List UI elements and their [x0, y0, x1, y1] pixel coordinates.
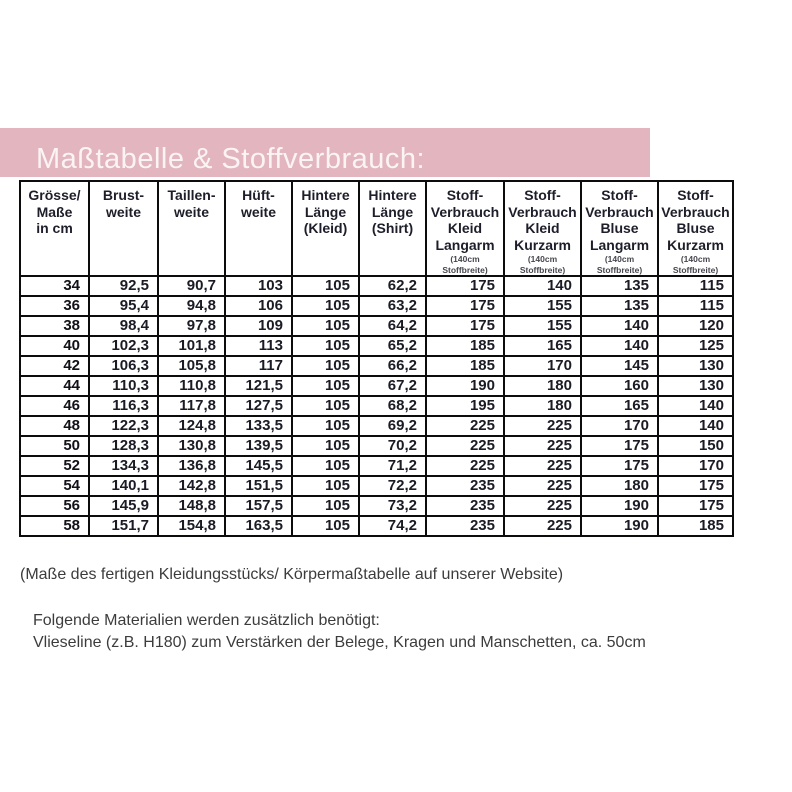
materials-line: Vlieseline (z.B. H180) zum Verstärken der Belege, Kragen und Manschetten, ca. 50cm	[33, 634, 646, 651]
value-cell: 225	[504, 456, 581, 476]
value-cell: 105	[292, 416, 359, 436]
column-header-line: Länge	[371, 203, 414, 220]
column-header-line: Bluse	[600, 220, 639, 236]
value-cell: 101,8	[158, 336, 225, 356]
value-cell: 116,3	[89, 396, 158, 416]
column-header-line: (Kleid)	[303, 220, 348, 236]
column-header-line: Hüft-	[242, 187, 275, 203]
value-cell: 133,5	[225, 416, 292, 436]
value-cell: 63,2	[359, 296, 426, 316]
column-header-line: Stoff-	[601, 187, 638, 203]
table-row	[20, 376, 733, 396]
value-cell: 105	[292, 356, 359, 376]
column-header	[292, 181, 359, 276]
value-cell: 130	[658, 376, 733, 396]
value-cell: 140	[658, 396, 733, 416]
value-cell: 150	[658, 436, 733, 456]
value-cell: 117,8	[158, 396, 225, 416]
value-cell: 65,2	[359, 336, 426, 356]
value-cell: 190	[581, 496, 658, 516]
column-header-line: Kleid	[447, 220, 483, 236]
value-cell: 105	[292, 336, 359, 356]
value-cell: 94,8	[158, 296, 225, 316]
table-row	[20, 416, 733, 436]
column-header-line: Grösse/	[28, 187, 81, 203]
value-cell: 115	[658, 276, 733, 296]
value-cell: 74,2	[359, 516, 426, 536]
value-cell: 73,2	[359, 496, 426, 516]
value-cell: 109	[225, 316, 292, 336]
value-cell: 155	[504, 296, 581, 316]
value-cell: 225	[504, 516, 581, 536]
value-cell: 72,2	[359, 476, 426, 496]
value-cell: 124,8	[158, 416, 225, 436]
value-cell: 142,8	[158, 476, 225, 496]
table-header-row	[20, 181, 733, 276]
column-header-line: Kurzarm	[514, 236, 571, 253]
value-cell: 170	[581, 416, 658, 436]
value-cell: 151,7	[89, 516, 158, 536]
column-header-line: Kurzarm	[667, 236, 724, 253]
value-cell: 105	[292, 376, 359, 396]
value-cell: 128,3	[89, 436, 158, 456]
column-header-subtext: (140cm	[604, 254, 635, 264]
value-cell: 163,5	[225, 516, 292, 536]
value-cell: 64,2	[359, 316, 426, 336]
column-header-line: (Shirt)	[371, 220, 414, 236]
value-cell: 190	[581, 516, 658, 536]
value-cell: 175	[581, 436, 658, 456]
value-cell: 102,3	[89, 336, 158, 356]
column-header-line: Verbrauch	[508, 203, 577, 220]
value-cell: 135	[581, 276, 658, 296]
value-cell: 225	[504, 496, 581, 516]
value-cell: 175	[426, 316, 504, 336]
size-cell: 40	[20, 336, 89, 356]
value-cell: 145,9	[89, 496, 158, 516]
table-row	[20, 496, 733, 516]
value-cell: 105	[292, 436, 359, 456]
column-header-line: Länge	[304, 203, 347, 220]
value-cell: 170	[504, 356, 581, 376]
value-cell: 95,4	[89, 296, 158, 316]
column-header-subtext: (140cm	[680, 254, 711, 264]
column-header-line: Stoff-	[446, 187, 484, 203]
value-cell: 175	[658, 496, 733, 516]
column-header-line: Verbrauch	[661, 203, 730, 220]
table-row	[20, 396, 733, 416]
materials-section	[33, 610, 646, 654]
value-cell: 225	[426, 416, 504, 436]
size-table	[19, 180, 734, 537]
value-cell: 185	[658, 516, 733, 536]
value-cell: 105	[292, 456, 359, 476]
column-header	[158, 181, 225, 276]
column-header-line: weite	[173, 203, 209, 220]
value-cell: 190	[426, 376, 504, 396]
size-cell: 58	[20, 516, 89, 536]
value-cell: 175	[581, 456, 658, 476]
value-cell: 127,5	[225, 396, 292, 416]
value-cell: 170	[658, 456, 733, 476]
column-header-line: Langarm	[435, 236, 495, 253]
materials-heading: Folgende Materialien werden zusätzlich benötigt:	[33, 612, 380, 629]
value-cell: 148,8	[158, 496, 225, 516]
value-cell: 140	[581, 336, 658, 356]
table-row	[20, 316, 733, 336]
page-title: Maßtabelle & Stoffverbrauch:	[36, 143, 426, 175]
value-cell: 105	[292, 496, 359, 516]
value-cell: 92,5	[89, 276, 158, 296]
column-header-line: weite	[105, 203, 141, 220]
table-row	[20, 356, 733, 376]
value-cell: 225	[504, 436, 581, 456]
value-cell: 139,5	[225, 436, 292, 456]
value-cell: 175	[426, 296, 504, 316]
value-cell: 225	[426, 456, 504, 476]
value-cell: 235	[426, 516, 504, 536]
column-header-line: Stoff-	[524, 187, 561, 203]
column-header	[89, 181, 158, 276]
value-cell: 105,8	[158, 356, 225, 376]
column-header-line: Langarm	[589, 236, 650, 253]
value-cell: 68,2	[359, 396, 426, 416]
value-cell: 110,3	[89, 376, 158, 396]
value-cell: 225	[504, 476, 581, 496]
column-header-line: in cm	[36, 220, 73, 236]
value-cell: 106	[225, 296, 292, 316]
value-cell: 145	[581, 356, 658, 376]
value-cell: 103	[225, 276, 292, 296]
value-cell: 160	[581, 376, 658, 396]
table-row	[20, 436, 733, 456]
column-header-line: weite	[240, 203, 276, 220]
value-cell: 105	[292, 516, 359, 536]
column-header-subtext: Stoffbreite)	[442, 265, 488, 275]
value-cell: 62,2	[359, 276, 426, 296]
value-cell: 235	[426, 476, 504, 496]
value-cell: 97,8	[158, 316, 225, 336]
value-cell: 180	[504, 396, 581, 416]
value-cell: 145,5	[225, 456, 292, 476]
table-row	[20, 516, 733, 536]
column-header	[581, 181, 658, 276]
column-header-subtext: Stoffbreite)	[519, 265, 566, 275]
column-header-line: Verbrauch	[430, 203, 500, 220]
size-cell: 36	[20, 296, 89, 316]
value-cell: 185	[426, 336, 504, 356]
size-cell: 56	[20, 496, 89, 516]
title-banner	[0, 128, 650, 177]
size-cell: 50	[20, 436, 89, 456]
value-cell: 140,1	[89, 476, 158, 496]
column-header-line: Hintere	[368, 187, 417, 203]
column-header-subtext: Stoffbreite)	[596, 265, 643, 275]
value-cell: 105	[292, 296, 359, 316]
column-header	[359, 181, 426, 276]
value-cell: 165	[504, 336, 581, 356]
value-cell: 98,4	[89, 316, 158, 336]
value-cell: 185	[426, 356, 504, 376]
column-header-line: Kleid	[525, 220, 560, 236]
size-cell: 44	[20, 376, 89, 396]
value-cell: 130,8	[158, 436, 225, 456]
value-cell: 135	[581, 296, 658, 316]
table-row	[20, 336, 733, 356]
column-header-subtext: (140cm	[450, 254, 480, 264]
value-cell: 165	[581, 396, 658, 416]
value-cell: 130	[658, 356, 733, 376]
value-cell: 151,5	[225, 476, 292, 496]
table-row	[20, 296, 733, 316]
column-header-line: Brust-	[102, 187, 145, 203]
table-row	[20, 456, 733, 476]
value-cell: 106,3	[89, 356, 158, 376]
table-row	[20, 476, 733, 496]
value-cell: 140	[581, 316, 658, 336]
size-cell: 38	[20, 316, 89, 336]
column-header-line: Stoff-	[677, 187, 714, 203]
value-cell: 136,8	[158, 456, 225, 476]
size-cell: 46	[20, 396, 89, 416]
table-note: (Maße des fertigen Kleidungsstücks/ Körpermaßtabelle auf unserer Website)	[20, 566, 564, 583]
column-header	[20, 181, 89, 276]
size-cell: 34	[20, 276, 89, 296]
size-cell: 48	[20, 416, 89, 436]
value-cell: 110,8	[158, 376, 225, 396]
value-cell: 154,8	[158, 516, 225, 536]
value-cell: 90,7	[158, 276, 225, 296]
column-header-line: Bluse	[676, 220, 715, 236]
column-header-line: Hintere	[301, 187, 350, 203]
value-cell: 195	[426, 396, 504, 416]
value-cell: 67,2	[359, 376, 426, 396]
column-header-line: Verbrauch	[585, 203, 654, 220]
value-cell: 113	[225, 336, 292, 356]
value-cell: 71,2	[359, 456, 426, 476]
value-cell: 225	[426, 436, 504, 456]
size-cell: 42	[20, 356, 89, 376]
column-header	[426, 181, 504, 276]
value-cell: 180	[581, 476, 658, 496]
size-cell: 52	[20, 456, 89, 476]
value-cell: 122,3	[89, 416, 158, 436]
value-cell: 157,5	[225, 496, 292, 516]
column-header-subtext: Stoffbreite)	[672, 265, 719, 275]
column-header-subtext: (140cm	[527, 254, 558, 264]
table-row	[20, 276, 733, 296]
value-cell: 225	[504, 416, 581, 436]
value-cell: 70,2	[359, 436, 426, 456]
value-cell: 140	[504, 276, 581, 296]
value-cell: 121,5	[225, 376, 292, 396]
value-cell: 105	[292, 276, 359, 296]
value-cell: 105	[292, 396, 359, 416]
value-cell: 235	[426, 496, 504, 516]
value-cell: 105	[292, 476, 359, 496]
value-cell: 120	[658, 316, 733, 336]
value-cell: 115	[658, 296, 733, 316]
value-cell: 180	[504, 376, 581, 396]
column-header-line: Taillen-	[167, 187, 216, 203]
size-cell: 54	[20, 476, 89, 496]
value-cell: 69,2	[359, 416, 426, 436]
column-header	[225, 181, 292, 276]
value-cell: 117	[225, 356, 292, 376]
value-cell: 125	[658, 336, 733, 356]
value-cell: 155	[504, 316, 581, 336]
value-cell: 134,3	[89, 456, 158, 476]
value-cell: 105	[292, 316, 359, 336]
value-cell: 175	[658, 476, 733, 496]
column-header-line: Maße	[36, 203, 73, 220]
value-cell: 66,2	[359, 356, 426, 376]
column-header	[504, 181, 581, 276]
column-header	[658, 181, 733, 276]
value-cell: 175	[426, 276, 504, 296]
value-cell: 140	[658, 416, 733, 436]
